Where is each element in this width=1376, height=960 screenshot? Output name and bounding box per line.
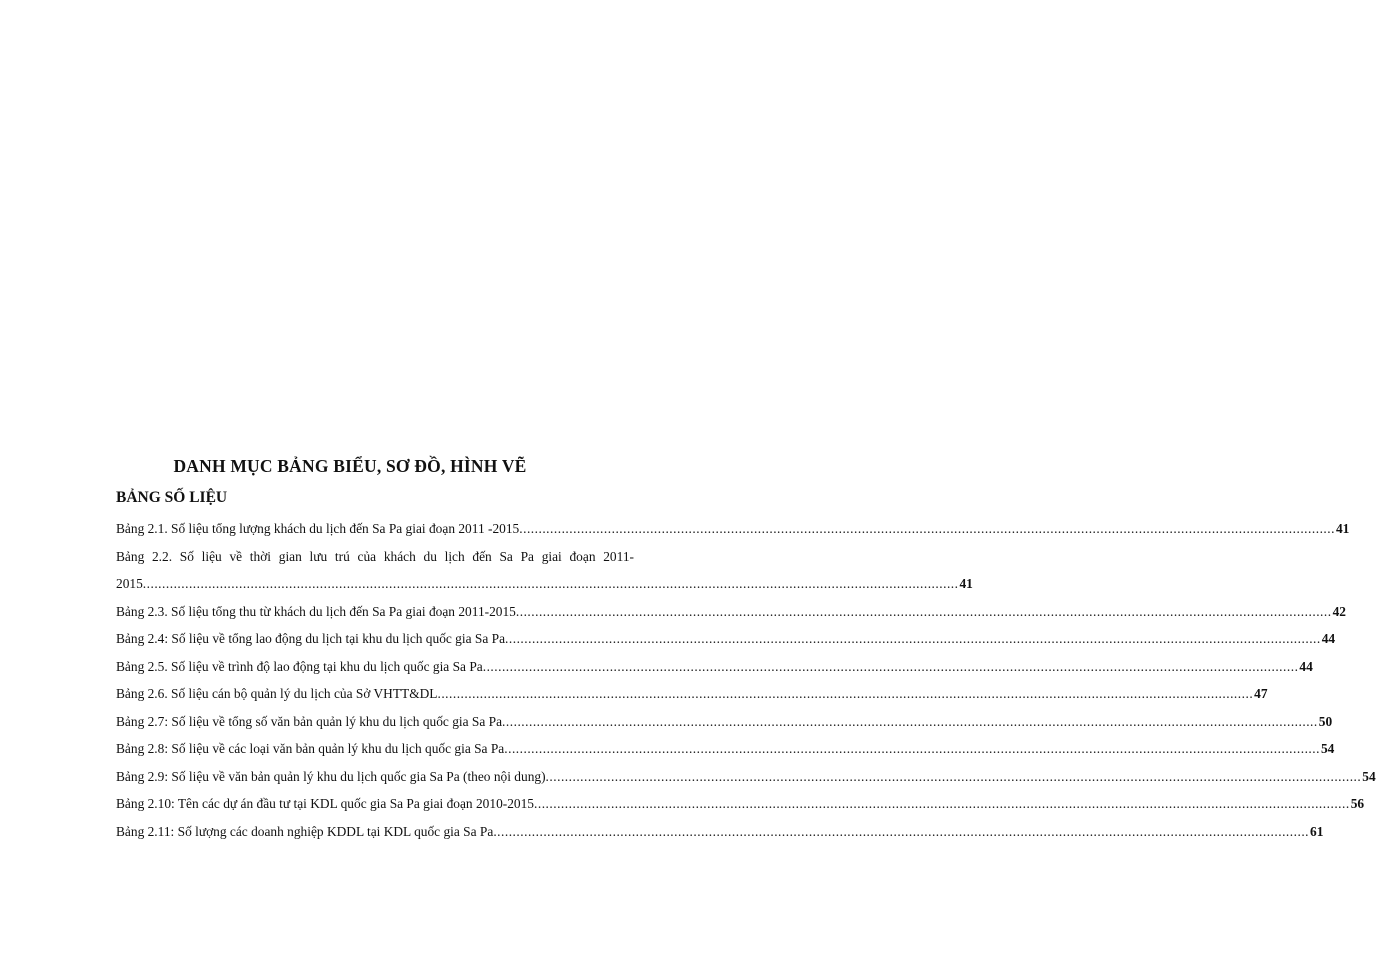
toc-entry-page: 41 <box>959 576 973 591</box>
toc-leader-dots <box>519 515 1335 543</box>
toc-entry-page: 44 <box>1321 631 1336 646</box>
toc-entry-text: Bảng 2.2. Số liệu về thời gian lưu trú của khách du lịch đến Sa Pa giai đoạn 2011- <box>116 548 634 564</box>
toc-entry-page: 50 <box>1318 713 1333 729</box>
toc-entry-page: 47 <box>1254 686 1268 701</box>
toc-entry-2-8[interactable] <box>116 735 1335 763</box>
toc-entry-page: 54 <box>1320 741 1335 756</box>
toc-entry-text: 2015 <box>116 576 143 591</box>
section-heading: BẢNG SỐ LIỆU <box>116 489 228 506</box>
toc-entry-text: Bảng 2.1. Số liệu tổng lượng khách du lịch đến Sa Pa giai đoạn 2011 -2015 <box>116 521 520 536</box>
toc-leader-dots <box>546 763 1362 791</box>
toc-entry-page: 41 <box>1335 521 1350 536</box>
toc-entry-2-2-continued[interactable] <box>116 570 973 598</box>
toc-entry-2-6[interactable] <box>116 680 1268 708</box>
toc-entry-text: Bảng 2.3. Số liệu tổng thu từ khách du lịch đến Sa Pa giai đoạn 2011-2015 <box>116 603 516 619</box>
toc-entry-text: Bảng 2.8: Số liệu về các loại văn bản quản lý khu du lịch quốc gia Sa Pa <box>116 741 505 756</box>
toc-entry-2-9[interactable] <box>116 763 1376 791</box>
toc-leader-dots <box>493 818 1309 846</box>
toc-leader-dots <box>504 735 1320 763</box>
toc-entry-page: 54 <box>1362 768 1376 784</box>
page-title: DANH MỤC BẢNG BIỂU, SƠ ĐỒ, HÌNH VẼ <box>173 456 527 476</box>
toc-leader-dots <box>502 708 1318 736</box>
toc-entry-2-7[interactable] <box>116 708 1333 736</box>
toc-entry-2-5[interactable] <box>116 653 1313 681</box>
toc-entry-page: 44 <box>1299 658 1313 674</box>
toc-entry-text: Bảng 2.5. Số liệu về trình độ lao động tại khu du lịch quốc gia Sa Pa <box>116 658 483 674</box>
toc-leader-dots <box>437 680 1253 708</box>
toc-entry-text: Bảng 2.11: Số lượng các doanh nghiệp KDDL tại KDL quốc gia Sa Pa <box>116 823 494 839</box>
toc-entry-text: Bảng 2.6. Số liệu cán bộ quản lý du lịch của Sở VHTT&DL <box>116 686 438 701</box>
toc-entry-page: 56 <box>1350 796 1365 811</box>
toc-leader-dots <box>143 570 959 598</box>
toc-entry-2-4[interactable] <box>116 625 1336 653</box>
toc-entry-2-1[interactable] <box>116 515 1350 543</box>
toc-leader-dots <box>516 598 1332 626</box>
toc-entry-text: Bảng 2.7: Số liệu về tổng số văn bản quản lý khu du lịch quốc gia Sa Pa <box>116 713 503 729</box>
toc-leader-dots <box>505 625 1321 653</box>
toc-entry-text: Bảng 2.9: Số liệu về văn bản quản lý khu du lịch quốc gia Sa Pa (theo nội dung) <box>116 768 546 784</box>
toc-leader-dots <box>483 653 1299 681</box>
toc-entry-2-10[interactable] <box>116 790 1365 818</box>
toc-entry-text: Bảng 2.10: Tên các dự án đầu tư tại KDL quốc gia Sa Pa giai đoạn 2010-2015 <box>116 796 534 811</box>
toc-entry-text: Bảng 2.4: Số liệu về tổng lao động du lịch tại khu du lịch quốc gia Sa Pa <box>116 631 506 646</box>
table-of-contents <box>116 515 1376 845</box>
toc-entry-page: 42 <box>1332 603 1346 619</box>
toc-entry-page: 61 <box>1310 823 1324 839</box>
toc-entry-2-11[interactable] <box>116 818 1324 846</box>
toc-entry-2-2[interactable] <box>116 543 634 571</box>
toc-leader-dots <box>534 790 1350 818</box>
toc-entry-2-3[interactable] <box>116 598 1346 626</box>
